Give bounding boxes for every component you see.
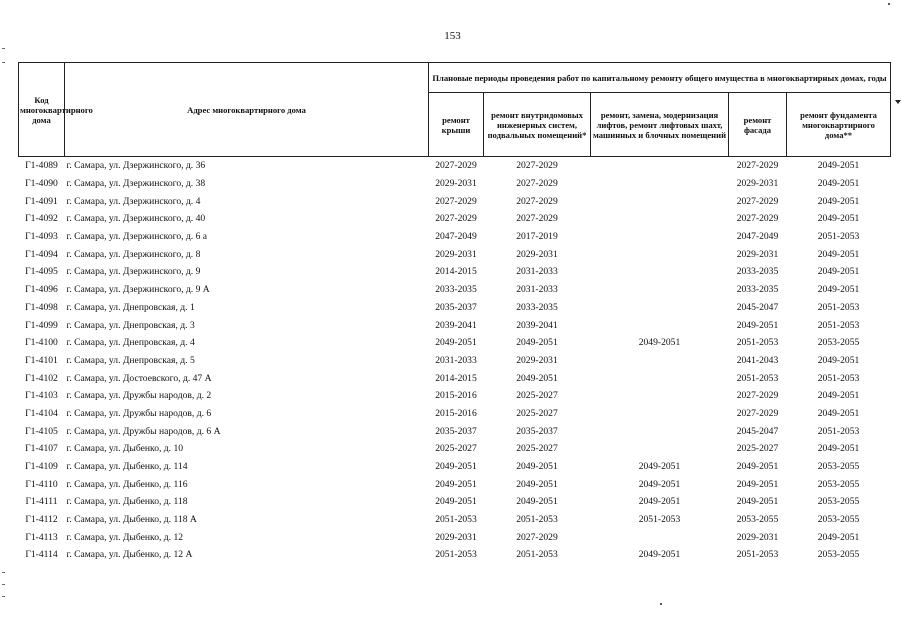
cell-roof: 2035-2037 (435, 425, 477, 437)
cell-elevators (591, 299, 729, 317)
table-row (19, 422, 891, 440)
cell-code: Г1-4100 (25, 337, 58, 349)
header-facade: ремонт фасада (729, 93, 787, 157)
cell-facade: 2033-2035 (736, 284, 779, 296)
margin-mark (2, 62, 5, 63)
cell-foundation: 2051-2053 (817, 301, 860, 313)
cell-code: Г1-4107 (25, 443, 58, 455)
cell-roof: 2031-2033 (435, 354, 477, 366)
margin-mark (2, 596, 5, 597)
margin-mark (2, 48, 5, 49)
cell-foundation: 2051-2053 (817, 231, 860, 243)
cell-elevators (591, 369, 729, 387)
cell-facade: 2045-2047 (736, 425, 779, 437)
cell-facade: 2045-2047 (736, 301, 779, 313)
cell-address: г. Самара, ул. Днепровская, д. 1 (66, 301, 195, 313)
cell-foundation: 2053-2055 (817, 549, 860, 561)
cell-code: Г1-4101 (25, 354, 58, 366)
cell-facade: 2027-2029 (736, 213, 779, 225)
cell-systems: 2033-2035 (516, 301, 558, 313)
cell-address: г. Самара, ул. Дзержинского, д. 8 (66, 248, 201, 260)
cell-elevators (591, 157, 729, 175)
table-row (19, 210, 891, 228)
cell-foundation: 2049-2051 (817, 266, 860, 278)
cell-systems: 2029-2031 (516, 248, 558, 260)
cell-foundation: 2049-2051 (817, 248, 860, 260)
table-row (19, 405, 891, 423)
cell-elevators (591, 263, 729, 281)
cell-code: Г1-4089 (25, 160, 58, 172)
cell-systems: 2039-2041 (516, 319, 558, 331)
cell-facade: 2049-2051 (736, 461, 779, 473)
cell-foundation: 2049-2051 (817, 390, 860, 402)
table-row (19, 546, 891, 564)
cell-roof: 2047-2049 (435, 231, 477, 243)
cell-address: г. Самара, ул. Дружбы народов, д. 2 (66, 390, 212, 402)
cell-address: г. Самара, ул. Дзержинского, д. 9 А (66, 284, 210, 296)
capital-repair-schedule-table (18, 62, 891, 564)
cell-systems: 2035-2037 (516, 425, 558, 437)
cell-elevators (591, 440, 729, 458)
cell-systems: 2027-2029 (516, 213, 558, 225)
cell-roof: 2029-2031 (435, 248, 477, 260)
cell-roof: 2015-2016 (435, 407, 477, 419)
header-code: Код многоквартирного дома (19, 63, 65, 157)
cell-address: г. Самара, ул. Дзержинского, д. 9 (66, 266, 201, 278)
cell-facade: 2027-2029 (736, 390, 779, 402)
cell-foundation: 2049-2051 (817, 354, 860, 366)
cell-roof: 2051-2053 (435, 514, 477, 526)
page-number: 153 (444, 30, 461, 42)
cell-foundation: 2049-2051 (817, 213, 860, 225)
header-planned-periods: Плановые периоды проведения работ по капитальному ремонту общего имущества в многоквартирных домах, годы (429, 63, 891, 93)
header-foundation: ремонт фундамента многоквартирного дома** (787, 93, 891, 157)
cell-systems: 2029-2031 (516, 354, 558, 366)
cell-foundation: 2053-2055 (817, 337, 860, 349)
cell-elevators (591, 281, 729, 299)
cell-elevators (591, 405, 729, 423)
header-elevators: ремонт, замена, модернизация лифтов, ремонт лифтовых шахт, машинных и блочных помещений (591, 93, 729, 157)
cell-foundation: 2053-2055 (817, 514, 860, 526)
cell-facade: 2029-2031 (736, 248, 779, 260)
cell-systems: 2049-2051 (516, 478, 558, 490)
cell-address: г. Самара, ул. Дыбенко, д. 118 А (66, 514, 197, 526)
cell-address: г. Самара, ул. Дыбенко, д. 116 (66, 478, 188, 490)
margin-mark (2, 572, 5, 573)
header-roof: ремонт крыши (429, 93, 484, 157)
cell-code: Г1-4096 (25, 284, 58, 296)
cell-foundation: 2051-2053 (817, 319, 860, 331)
cell-foundation: 2049-2051 (817, 160, 860, 172)
cell-systems: 2027-2029 (516, 178, 558, 190)
cell-code: Г1-4111 (25, 496, 58, 508)
cell-facade: 2029-2031 (736, 531, 779, 543)
cell-address: г. Самара, ул. Достоевского, д. 47 А (66, 372, 212, 384)
cell-code: Г1-4104 (25, 407, 58, 419)
cell-address: г. Самара, ул. Дыбенко, д. 12 А (66, 549, 193, 561)
margin-mark (2, 584, 5, 585)
cell-elevators: 2049-2051 (638, 549, 681, 561)
cell-systems: 2017-2019 (516, 231, 558, 243)
cell-code: Г1-4114 (25, 549, 58, 561)
cell-address: г. Самара, ул. Днепровская, д. 4 (66, 337, 195, 349)
cell-elevators (591, 245, 729, 263)
table-row (19, 316, 891, 334)
cell-roof: 2049-2051 (435, 461, 477, 473)
cell-code: Г1-4112 (25, 514, 58, 526)
cell-elevators (591, 528, 729, 546)
cell-code: Г1-4102 (25, 372, 58, 384)
cell-roof: 2049-2051 (435, 478, 477, 490)
cell-roof: 2025-2027 (435, 443, 477, 455)
cell-facade: 2049-2051 (736, 319, 779, 331)
table-row (19, 192, 891, 210)
cell-elevators (591, 210, 729, 228)
cell-elevators (591, 175, 729, 193)
cell-foundation: 2049-2051 (817, 195, 860, 207)
cell-facade: 2025-2027 (736, 443, 779, 455)
table-row (19, 245, 891, 263)
cell-systems: 2049-2051 (516, 337, 558, 349)
cell-systems: 2049-2051 (516, 496, 558, 508)
scan-dot (660, 603, 662, 605)
cell-foundation: 2049-2051 (817, 407, 860, 419)
cell-address: г. Самара, ул. Дзержинского, д. 36 (66, 160, 206, 172)
cell-systems: 2025-2027 (516, 443, 558, 455)
cell-roof: 2027-2029 (435, 195, 477, 207)
cell-systems: 2031-2033 (516, 266, 558, 278)
cell-roof: 2015-2016 (435, 390, 477, 402)
cell-roof: 2039-2041 (435, 319, 477, 331)
cell-elevators: 2051-2053 (638, 514, 681, 526)
cell-elevators (591, 192, 729, 210)
cell-facade: 2051-2053 (736, 549, 779, 561)
cell-code: Г1-4093 (25, 231, 58, 243)
cell-roof: 2027-2029 (435, 160, 477, 172)
header-row-top (19, 63, 891, 93)
cell-facade: 2033-2035 (736, 266, 779, 278)
cell-elevators (591, 387, 729, 405)
scan-dot (888, 3, 890, 5)
cell-systems: 2027-2029 (516, 160, 558, 172)
table-body (19, 157, 891, 564)
scan-mark-arrow (895, 100, 901, 104)
table-row (19, 352, 891, 370)
cell-address: г. Самара, ул. Дзержинского, д. 4 (66, 195, 201, 207)
cell-elevators: 2049-2051 (638, 478, 681, 490)
cell-address: г. Самара, ул. Дыбенко, д. 12 (66, 531, 184, 543)
cell-elevators (591, 228, 729, 246)
cell-foundation: 2049-2051 (817, 178, 860, 190)
table-row (19, 228, 891, 246)
cell-foundation: 2053-2055 (817, 478, 860, 490)
cell-facade: 2049-2051 (736, 496, 779, 508)
cell-facade: 2041-2043 (736, 354, 779, 366)
cell-code: Г1-4105 (25, 425, 58, 437)
cell-systems: 2027-2029 (516, 531, 558, 543)
cell-elevators: 2049-2051 (638, 496, 681, 508)
cell-address: г. Самара, ул. Дружбы народов, д. 6 А (66, 425, 221, 437)
table-row (19, 493, 891, 511)
cell-systems: 2027-2029 (516, 195, 558, 207)
cell-foundation: 2049-2051 (817, 531, 860, 543)
cell-address: г. Самара, ул. Дружбы народов, д. 6 (66, 407, 212, 419)
header-engineering-systems: ремонт внутридомовых инженерных систем, подвальных помещений* (484, 93, 591, 157)
table-row (19, 369, 891, 387)
table-row (19, 157, 891, 175)
table-row (19, 263, 891, 281)
cell-systems: 2049-2051 (516, 372, 558, 384)
cell-facade: 2051-2053 (736, 337, 779, 349)
cell-foundation: 2053-2055 (817, 461, 860, 473)
cell-address: г. Самара, ул. Дыбенко, д. 10 (66, 443, 184, 455)
cell-systems: 2025-2027 (516, 390, 558, 402)
cell-address: г. Самара, ул. Днепровская, д. 5 (66, 354, 195, 366)
cell-roof: 2014-2015 (435, 266, 477, 278)
cell-address: г. Самара, ул. Дзержинского, д. 40 (66, 213, 206, 225)
cell-foundation: 2053-2055 (817, 496, 860, 508)
cell-foundation: 2051-2053 (817, 372, 860, 384)
cell-facade: 2029-2031 (736, 178, 779, 190)
cell-facade: 2049-2051 (736, 478, 779, 490)
cell-systems: 2051-2053 (516, 549, 558, 561)
cell-facade: 2027-2029 (736, 160, 779, 172)
cell-facade: 2053-2055 (736, 514, 779, 526)
cell-facade: 2051-2053 (736, 372, 779, 384)
cell-code: Г1-4099 (25, 319, 58, 331)
cell-systems: 2049-2051 (516, 461, 558, 473)
cell-code: Г1-4092 (25, 213, 58, 225)
cell-code: Г1-4091 (25, 195, 58, 207)
table-row (19, 511, 891, 529)
cell-foundation: 2049-2051 (817, 284, 860, 296)
cell-roof: 2033-2035 (435, 284, 477, 296)
cell-address: г. Самара, ул. Днепровская, д. 3 (66, 319, 195, 331)
cell-facade: 2027-2029 (736, 195, 779, 207)
cell-code: Г1-4113 (25, 531, 58, 543)
table-row (19, 475, 891, 493)
cell-facade: 2027-2029 (736, 407, 779, 419)
cell-roof: 2051-2053 (435, 549, 477, 561)
cell-roof: 2029-2031 (435, 178, 477, 190)
cell-address: г. Самара, ул. Дыбенко, д. 118 (66, 496, 188, 508)
cell-elevators (591, 352, 729, 370)
cell-code: Г1-4094 (25, 248, 58, 260)
cell-systems: 2051-2053 (516, 514, 558, 526)
cell-code: Г1-4090 (25, 178, 58, 190)
cell-foundation: 2049-2051 (817, 443, 860, 455)
cell-elevators: 2049-2051 (638, 337, 681, 349)
table-row (19, 175, 891, 193)
table-row (19, 334, 891, 352)
cell-code: Г1-4098 (25, 301, 58, 313)
cell-roof: 2035-2037 (435, 301, 477, 313)
cell-foundation: 2051-2053 (817, 425, 860, 437)
table-row (19, 440, 891, 458)
cell-code: Г1-4110 (25, 478, 58, 490)
cell-roof: 2049-2051 (435, 496, 477, 508)
cell-facade: 2047-2049 (736, 231, 779, 243)
table-row (19, 387, 891, 405)
cell-code: Г1-4095 (25, 266, 58, 278)
cell-systems: 2025-2027 (516, 407, 558, 419)
table-row (19, 281, 891, 299)
table-row (19, 299, 891, 317)
header-address: Адрес многоквартирного дома (65, 63, 429, 157)
cell-code: Г1-4103 (25, 390, 58, 402)
cell-address: г. Самара, ул. Дзержинского, д. 38 (66, 178, 206, 190)
table-row (19, 458, 891, 476)
cell-elevators: 2049-2051 (638, 461, 681, 473)
cell-elevators (591, 316, 729, 334)
cell-address: г. Самара, ул. Дыбенко, д. 114 (66, 461, 188, 473)
cell-elevators (591, 422, 729, 440)
cell-roof: 2027-2029 (435, 213, 477, 225)
table-row (19, 528, 891, 546)
cell-systems: 2031-2033 (516, 284, 558, 296)
cell-roof: 2014-2015 (435, 372, 477, 384)
cell-roof: 2049-2051 (435, 337, 477, 349)
cell-roof: 2029-2031 (435, 531, 477, 543)
cell-code: Г1-4109 (25, 461, 58, 473)
cell-address: г. Самара, ул. Дзержинского, д. 6 а (66, 231, 208, 243)
